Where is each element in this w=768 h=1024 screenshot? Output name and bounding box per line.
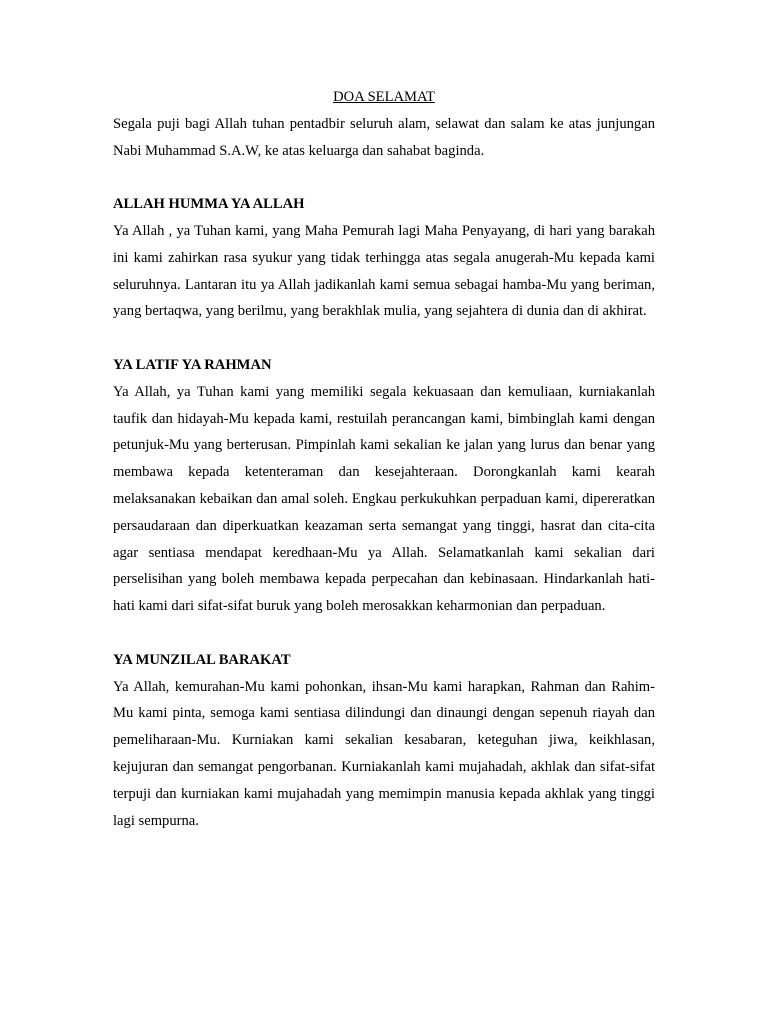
intro-paragraph: Segala puji bagi Allah tuhan pentadbir seluruh alam, selawat dan salam ke atas junjungan Nabi Muhammad S.A.W, ke atas keluarga dan sahabat baginda. xyxy=(113,115,655,159)
document-page xyxy=(113,84,655,834)
section-paragraph: Ya Allah, ya Tuhan kami yang memiliki segala kekuasaan dan kemuliaan, kurniakanlah taufik dan hidayah-Mu kepada kami, restuilah perancangan kami, bimbinglah kami dengan petunjuk-Mu yang berterusan. Pimpinlah kami sekalian ke jalan yang lurus dan benar yang membawa kepada ketenteraman dan kesejahteraan. Dorongkanlah kami kearah melaksanakan kebaikan dan amal soleh. Engkau perkukuhkan perpaduan kami, dipereratkan persaudaraan dan diperkuatkan keazaman serta semangat yang tinggi, hasrat dan cita-cita agar sentiasa mendapat keredhaan-Mu ya Allah. Selamatkanlah kami sekalian dari perselisihan yang boleh membawa kepada perpecahan dan kebinasaan. Hindarkanlah hati-hati kami dari sifat-sifat buruk yang boleh merosakkan keharmonian dan perpaduan. xyxy=(113,383,655,615)
section-paragraph: Ya Allah, kemurahan-Mu kami pohonkan, ihsan-Mu kami harapkan, Rahman dan Rahim-Mu kami pinta, semoga kami sentiasa dilindungi dan dinaungi dengan sepenuh riayah dan pemeliharaan-Mu. Kurniakan kami sekalian kesabaran, keteguhan jiwa, keikhlasan, kejujuran dan semangat pengorbanan. Kurniakanlah kami mujahadah, akhlak dan sifat-sifat terpuji dan kurniakan kami mujahadah yang memimpin manusia kepada akhlak yang tinggi lagi sempurna. xyxy=(113,678,655,829)
section-paragraph: Ya Allah , ya Tuhan kami, yang Maha Pemurah lagi Maha Penyayang, di hari yang barakah ini kami zahirkan rasa syukur yang tidak terhingga atas segala anugerah-Mu kepada kami seluruhnya. Lantaran itu ya Allah jadikanlah kami semua sebagai hamba-Mu yang beriman, yang bertaqwa, yang berilmu, yang berakhlak mulia, yang sejahtera di dunia dan di akhirat. xyxy=(113,222,655,320)
document-title: DOA SELAMAT xyxy=(333,89,435,105)
section-heading: ALLAH HUMMA YA ALLAH xyxy=(113,196,305,213)
paragraph-spacer xyxy=(113,620,655,647)
section-heading: YA LATIF YA RAHMAN xyxy=(113,356,272,373)
paragraph-spacer xyxy=(113,164,655,191)
paragraph-spacer xyxy=(113,325,655,352)
section-heading: YA MUNZILAL BARAKAT xyxy=(113,651,291,668)
